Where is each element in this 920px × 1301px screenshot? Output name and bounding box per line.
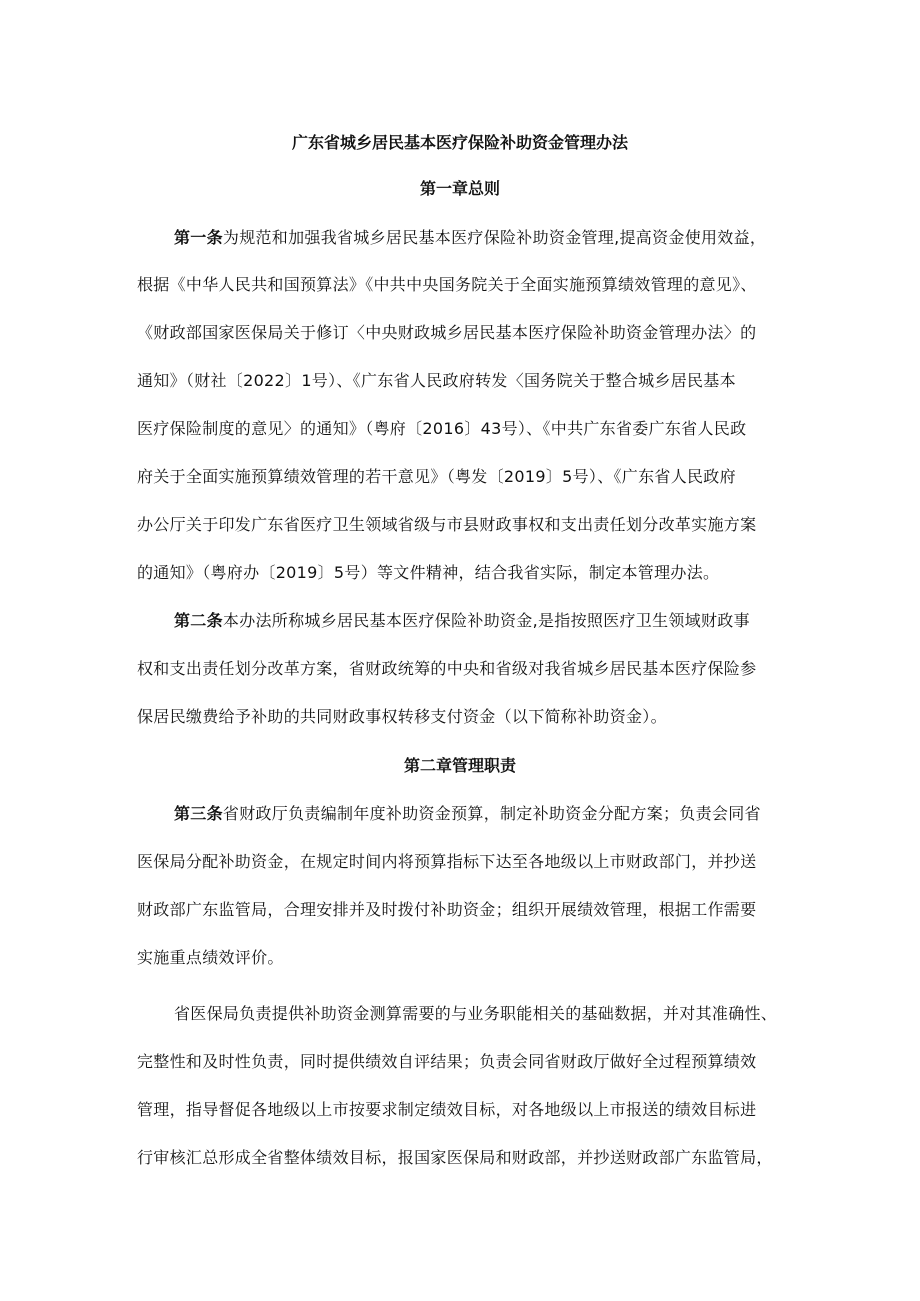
article-2-line-2: 权和支出责任划分改革方案，省财政统筹的中央和省级对我省城乡居民基本医疗保险参 [137, 659, 757, 678]
article-2-line-1: 第二条本办法所称城乡居民基本医疗保险补助资金,是指按照医疗卫生领域财政事 [174, 611, 750, 630]
article-1-line-4: 通知》（财社〔2022〕1号）、《广东省人民政府转发〈国务院关于整合城乡居民基本 [137, 371, 736, 390]
article-3-line-1: 第三条省财政厅负责编制年度补助资金预算，制定补助资金分配方案；负责会同省 [174, 804, 761, 823]
article-1-line-6: 府关于全面实施预算绩效管理的若干意见》（粤发〔2019〕5号）、《广东省人民政府 [137, 467, 736, 486]
article-2-line-3: 保居民缴费给予补助的共同财政事权转移支付资金（以下简称补助资金）。 [137, 707, 667, 726]
article-3-line-2: 医保局分配补助资金，在规定时间内将预算指标下达至各地级以上市财政部门，并抄送 [137, 852, 757, 871]
article-3-line-3: 财政部广东监管局，合理安排并及时拨付补助资金；组织开展绩效管理，根据工作需要 [137, 900, 757, 919]
paragraph-4-line-1: 省医保局负责提供补助资金测算需要的与业务职能相关的基础数据，并对其准确性、 [174, 1004, 778, 1023]
article-1-line-3: 《财政部国家医保局关于修订〈中央财政城乡居民基本医疗保险补助资金管理办法〉的 [137, 323, 757, 342]
article-2-label: 第二条 [174, 611, 223, 630]
paragraph-4-line-4: 行审核汇总形成全省整体绩效目标，报国家医保局和财政部，并抄送财政部广东监管局， [137, 1148, 773, 1167]
chapter-2-heading: 第二章管理职责 [403, 756, 516, 775]
article-1-line-7: 办公厅关于印发广东省医疗卫生领域省级与市县财政事权和支出责任划分改革实施方案 [137, 515, 757, 534]
article-1-line-8: 的通知》（粤府办〔2019〕5号）等文件精神，结合我省实际，制定本管理办法。 [137, 563, 720, 582]
document-title: 广东省城乡居民基本医疗保险补助资金管理办法 [291, 133, 628, 152]
article-1-label: 第一条 [174, 228, 223, 247]
article-3-line-4: 实施重点绩效评价。 [137, 948, 284, 967]
paragraph-4-line-2: 完整性和及时性负责，同时提供绩效自评结果；负责会同省财政厅做好全过程预算绩效 [137, 1052, 757, 1071]
chapter-1-heading: 第一章总则 [419, 179, 500, 198]
article-1-line-5: 医疗保险制度的意见〉的通知》（粤府〔2016〕43号）、《中共广东省委广东省人民政 [137, 419, 747, 438]
article-1-line-1: 第一条为规范和加强我省城乡居民基本医疗保险补助资金管理,提高资金使用效益， [174, 228, 767, 247]
paragraph-4-line-3: 管理，指导督促各地级以上市按要求制定绩效目标，对各地级以上市报送的绩效目标进 [137, 1100, 757, 1119]
article-1-line-2: 根据《中华人民共和国预算法》《中共中央国务院关于全面实施预算绩效管理的意见》、 [137, 275, 757, 294]
article-3-label: 第三条 [174, 804, 223, 823]
